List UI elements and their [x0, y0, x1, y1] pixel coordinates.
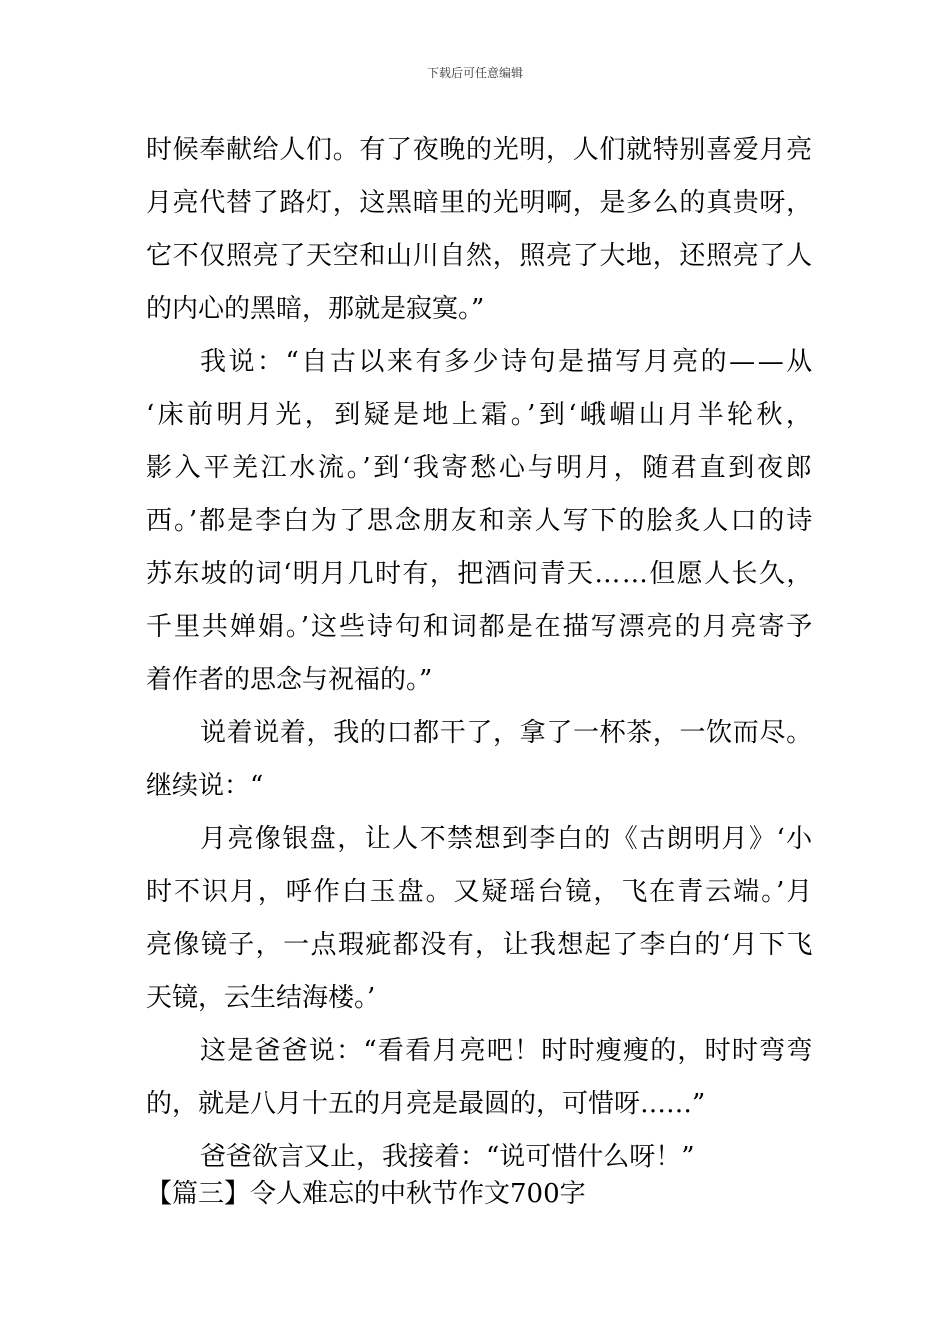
- page-header: 下载后可任意编辑: [426, 66, 523, 80]
- paragraph: [146, 707, 812, 813]
- text-line: 天镜，云生结海楼。’: [146, 983, 376, 1013]
- text-line: 时候奉献给人们。有了夜晚的光明，人们就特别喜爱月亮: [146, 135, 813, 165]
- section-title: 【篇三】令人难忘的中秋节作文700字: [146, 1179, 586, 1209]
- text-line: 爸爸欲言又止，我接着：“说可惜什么呀！”: [200, 1142, 695, 1172]
- text-line: 千里共婵娟。’这些诗句和词都是在描写漂亮的月亮寄予: [146, 612, 815, 642]
- text-line: 西。’都是李白为了思念朋友和亲人写下的脍炙人口的诗: [146, 506, 815, 536]
- text-line: 我说：“自古以来有多少诗句是描写月亮的——从: [200, 347, 815, 377]
- paragraph: [146, 336, 816, 707]
- paragraph: [146, 813, 815, 1025]
- text-line: 时不识月，呼作白玉盘。又疑瑶台镜，飞在青云端。’月: [146, 877, 815, 907]
- text-line: 月亮像银盘，让人不禁想到李白的《古朗明月》‘小: [200, 824, 814, 854]
- paragraph: [146, 1025, 812, 1131]
- paragraph: [146, 124, 812, 336]
- text-line: 月亮代替了路灯，这黑暗里的光明啊，是多么的真贵呀，: [146, 188, 813, 218]
- text-line: 的，就是八月十五的月亮是最圆的，可惜呀……”: [146, 1089, 706, 1119]
- text-line: 继续说：“: [146, 771, 264, 801]
- document-body: [146, 124, 816, 1184]
- text-line: 说着说着，我的口都干了，拿了一杯茶，一饮而尽。: [200, 718, 813, 748]
- text-line: 这是爸爸说：“看看月亮吧！时时瘦瘦的，时时弯弯: [200, 1036, 814, 1066]
- text-line: ‘床前明月光，到疑是地上霜。’到‘峨嵋山月半轮秋，: [146, 400, 816, 430]
- text-line: 苏东坡的词‘明月几时有，把酒问青天……但愿人长久，: [146, 559, 814, 589]
- text-line: 着作者的思念与祝福的。”: [146, 665, 433, 695]
- text-line: 影入平羌江水流。’到‘我寄愁心与明月，随君直到夜郎: [146, 453, 815, 483]
- text-line: 亮像镜子，一点瑕疵都没有，让我想起了李白的‘月下飞: [146, 930, 814, 960]
- text-line: 它不仅照亮了天空和山川自然，照亮了大地，还照亮了人: [146, 241, 813, 271]
- text-line: 的内心的黑暗，那就是寂寞。”: [146, 294, 485, 324]
